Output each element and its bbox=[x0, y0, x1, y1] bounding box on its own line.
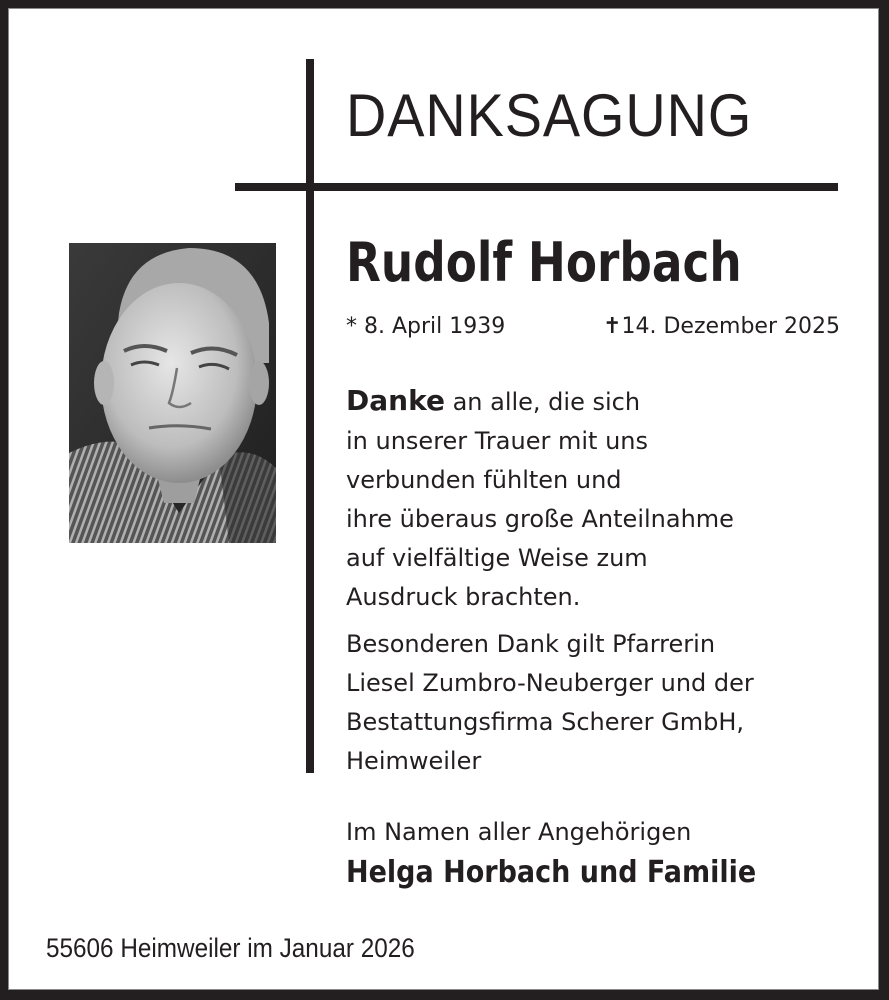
thanks-line: verbunden fühlten und bbox=[346, 466, 622, 494]
thanks-paragraph bbox=[346, 381, 734, 617]
cross-icon-horizontal-bar bbox=[235, 183, 838, 191]
special-thanks-line: Bestattungsfirma Scherer GmbH, bbox=[346, 708, 745, 736]
signoff-intro: Im Namen aller Angehörigen bbox=[346, 818, 692, 846]
thanks-line: in unserer Trauer mit uns bbox=[346, 427, 648, 455]
thanks-line: Danke an alle, die sich bbox=[346, 384, 641, 417]
cross-icon-vertical-bar bbox=[306, 59, 314, 773]
signoff-family: Helga Horbach und Familie bbox=[346, 855, 757, 890]
special-thanks-line: Liesel Zumbro-Neuberger und der bbox=[346, 669, 754, 697]
page-title: DANKSAGUNG bbox=[346, 82, 753, 149]
birth-date: * 8. April 1939 bbox=[346, 314, 506, 339]
death-date: ✝14. Dezember 2025 bbox=[603, 314, 840, 339]
thanks-line: ihre überaus große Anteilnahme bbox=[346, 505, 734, 533]
deceased-name: Rudolf Horbach bbox=[346, 231, 742, 294]
portrait-photo bbox=[69, 243, 276, 543]
life-dates bbox=[346, 316, 840, 338]
thanks-line: Ausdruck brachten. bbox=[346, 583, 581, 611]
special-thanks-line: Besonderen Dank gilt Pfarrerin bbox=[346, 630, 716, 658]
special-thanks-paragraph bbox=[346, 625, 754, 781]
special-thanks-line: Heimweiler bbox=[346, 747, 482, 775]
portrait-photo-image bbox=[69, 243, 276, 543]
thanks-line: auf vielfältige Weise zum bbox=[346, 544, 648, 572]
place-date-footer: 55606 Heimweiler im Januar 2026 bbox=[46, 933, 415, 963]
obituary-card bbox=[8, 8, 879, 990]
thanks-lead: Danke bbox=[346, 384, 445, 417]
